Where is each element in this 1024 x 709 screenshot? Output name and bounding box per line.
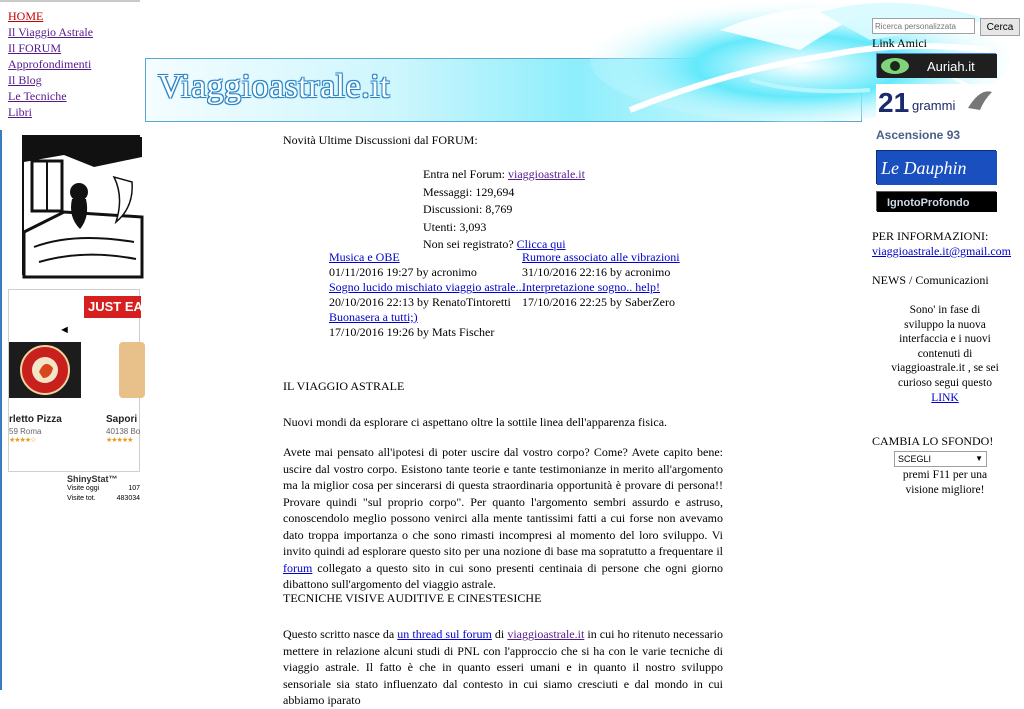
body-text: Avete mai pensato all'ipotesi di poter uscire dal vostro corpo? Come? Avete capito bene: uscire dal vostro corpo. Esistono tante teorie e tante testimonianze in merito all'argomento ma la miglior cosa per sincerarsi di questa straordinaria opportunità è provare di persona!! Provare quindi "sul proprio corpo". Per quanto l'argomento sembri assurdo e astruso, conoscendolo meglio possono venirci alla mente tantissimi fatti a cui forse non avevamo dato troppa importanza o che sono rimasti incompresi al momento del loro sviluppo. Vi invito quindi ad esplorare questo sito per una nozione di base ma sopratutto a frequentare il (283, 445, 723, 558)
nav-approfondimenti[interactable]: Approfondimenti (8, 57, 92, 71)
left-nav (8, 8, 93, 120)
forum-inline-link[interactable]: forum (283, 560, 313, 575)
thread-title[interactable]: Buonasera a tutti;) (329, 310, 418, 324)
forum-discussions: Discussioni: 8,769 (423, 202, 513, 216)
forum-users: Utenti: 3,093 (423, 219, 487, 234)
restaurant-rating: ★★★★☆ (9, 436, 36, 444)
forum-stats (423, 166, 585, 254)
f11-note: premi F11 per una visione migliore! (902, 469, 988, 496)
friend-link-le-dauphin[interactable] (876, 150, 996, 184)
friend-link-ignoto-profondo[interactable] (876, 191, 996, 211)
astral-illustration (22, 135, 140, 275)
body-text: in cui ho ritenuto necessario mettere in relazione alcuni studi di PNL con l'approccio che si ha con le varie tecniche di viaggio astrale. Il fatto è che in quanto esseri umani e in quanto il nostro sviluppo sensoriale sia stato influenzato dal contesto in cui siamo cresciuti e dal mondo in cui abbiamo iparato (283, 627, 723, 707)
friend-link-21grammi[interactable] (876, 84, 996, 118)
thread-meta: 17/10/2016 19:26 by Mats Fischer (329, 325, 495, 339)
restaurant-logo-2[interactable] (119, 342, 145, 398)
left-edge-bar (0, 130, 2, 690)
section-body (283, 444, 723, 593)
body-text: Questo scritto nasce da (283, 627, 398, 641)
thread-title[interactable]: Sogno lucido mischiato viaggio astrale... (329, 280, 525, 294)
news-link[interactable]: LINK (931, 391, 959, 404)
forum-register-question: Non sei registrato? (423, 237, 517, 251)
thread-item (522, 250, 717, 280)
left-column (0, 0, 143, 692)
counter-total-label: Visite tot. (67, 495, 96, 502)
thread-title[interactable]: Rumore associato alle vibrazioni (522, 250, 680, 264)
forum-news-heading: Novità Ultime Discussioni dal FORUM: (283, 133, 478, 147)
right-column (868, 0, 1024, 692)
news-body: Sono' in fase di sviluppo la nuova interfaccia e i nuovi contenuti di viaggioastrale.it , se sei curioso segui questo (891, 304, 999, 389)
counter-row-total (67, 494, 140, 504)
thread-title[interactable]: Interpretazione sogno.. help! (522, 280, 660, 294)
thread-meta: 01/11/2016 19:27 by acronimo (329, 265, 477, 279)
restaurant-address: 40138 Bo (106, 427, 141, 436)
friend-link-ascensione93[interactable] (876, 124, 996, 144)
counter-total-value: 483034 (116, 495, 140, 502)
background-select[interactable] (894, 451, 987, 467)
restaurant-address: 59 Roma (9, 427, 42, 436)
counter-today-value: 107 (128, 485, 140, 492)
auriah-logo-text: Auriah.it (927, 59, 975, 74)
site-title[interactable]: Viaggioastrale.it (158, 68, 391, 105)
friend-link-auriah[interactable] (876, 53, 996, 77)
thread-meta: 31/10/2016 22:16 by acronimo (522, 265, 671, 279)
thread-title[interactable]: Musica e OBE (329, 250, 400, 264)
restaurant-name[interactable]: Sapori (106, 414, 138, 425)
thread-item (329, 310, 524, 340)
body-text: di (491, 627, 508, 641)
search-input[interactable] (872, 18, 975, 34)
dauphin-logo-text: Le Dauphin (881, 158, 967, 178)
restaurant-name[interactable]: rletto Pizza (9, 414, 62, 425)
contact-email-link[interactable]: viaggioastrale.it@gmail.com (872, 244, 1012, 258)
forum-messages: Messaggi: 129,694 (423, 184, 515, 199)
forum-enter-line (423, 166, 585, 184)
chevron-down-icon: ▼ (975, 454, 983, 463)
thread-meta: 20/10/2016 22:13 by RenatoTintoretti (329, 295, 511, 309)
forum-link[interactable]: viaggioastrale.it (507, 167, 585, 181)
site-inline-link[interactable]: viaggioastrale.it (507, 627, 585, 641)
thread-item (329, 280, 524, 310)
nav-blog[interactable]: Il Blog (8, 73, 42, 87)
counter-row-today (67, 484, 140, 494)
background-select-value: SCEGLI (898, 454, 932, 464)
thread-item (329, 250, 524, 280)
nav-tecniche[interactable]: Le Tecniche (8, 89, 67, 103)
restaurant-ad[interactable] (8, 289, 143, 472)
visit-counter[interactable] (67, 474, 140, 504)
21grammi-number: 21 (878, 87, 910, 118)
ad-banner[interactable]: JUST EA (84, 296, 141, 318)
section-title-viaggio-astrale: IL VIAGGIO ASTRALE (283, 379, 405, 393)
restaurant-rating: ★★★★★ (106, 436, 133, 444)
section-body (283, 626, 723, 709)
register-link[interactable]: Clicca qui (516, 237, 566, 251)
thread-inline-link[interactable]: un thread sul forum (397, 627, 492, 641)
ad-prev-arrow-icon[interactable]: ◄ (59, 324, 70, 336)
news-text (890, 303, 1000, 405)
nav-viaggio-astrale[interactable]: Il Viaggio Astrale (8, 25, 94, 39)
nav-home[interactable]: HOME (8, 9, 44, 23)
ascensione-logo-text: Ascensione 93 (876, 128, 961, 142)
background-label: CAMBIA LO SFONDO! (872, 434, 994, 448)
section-intro: Nuovi mondi da esplorare ci aspettano oltre la sottile linea dell'apparenza fisica. (283, 415, 668, 429)
top-divider (0, 0, 140, 2)
forum-enter-label: Entra nel Forum: (423, 167, 508, 181)
ignoto-logo-text: IgnotoProfondo (887, 197, 970, 209)
thread-meta: 17/10/2016 22:25 by SaberZero (522, 295, 675, 309)
thread-item (522, 280, 717, 310)
counter-brand[interactable]: ShinyStat™ (67, 474, 118, 484)
section-title-tecniche: TECNICHE VISIVE AUDITIVE E CINESTESICHE (283, 591, 542, 605)
search-button[interactable]: Cerca (980, 18, 1020, 36)
friends-label: Link Amici (872, 36, 927, 50)
info-label: PER INFORMAZIONI: (872, 229, 989, 243)
restaurant-logo[interactable] (9, 342, 81, 398)
nav-libri[interactable]: Libri (8, 105, 32, 119)
counter-today-label: Visite oggi (67, 485, 100, 492)
nav-forum[interactable]: Il FORUM (8, 41, 62, 55)
site-header (140, 0, 865, 124)
news-label: NEWS / Comunicazioni (872, 273, 989, 287)
body-text: collegato a questo sito in cui sono presenti centinaia di persone che ogni giorno dibattono sull'argomento del viaggio astrale. (283, 560, 723, 591)
21grammi-word: grammi (912, 98, 956, 113)
